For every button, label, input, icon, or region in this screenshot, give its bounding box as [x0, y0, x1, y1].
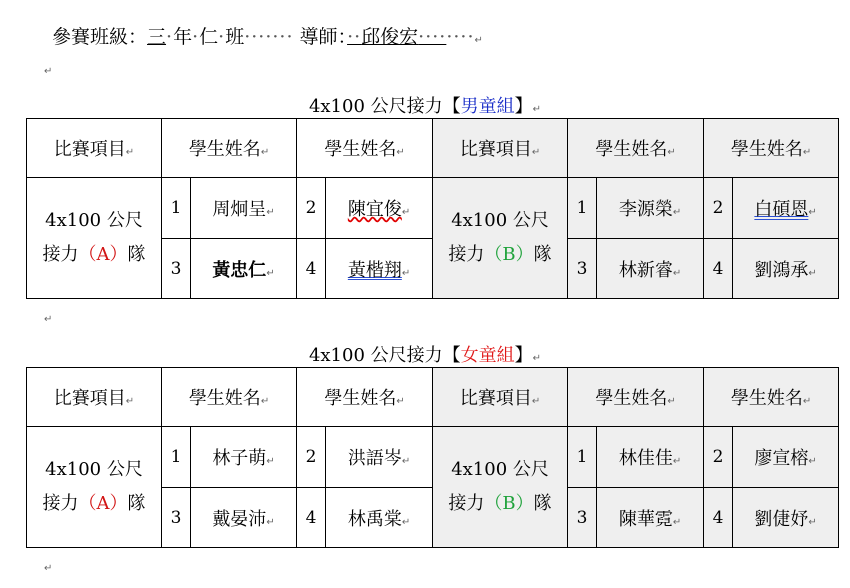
runner-name: 林子萌↵	[191, 427, 297, 488]
student-name-header: 學生姓名↵	[162, 119, 297, 178]
space-dot: ·	[218, 26, 226, 48]
class-name: 仁	[199, 26, 219, 48]
student-name-header: 學生姓名↵	[297, 368, 433, 427]
runner-number: 3	[568, 488, 597, 548]
runner-number: 1	[162, 427, 191, 488]
class-grade: 三	[147, 26, 167, 48]
event-team-b-cell: 4x100 公尺 接力（B）隊	[433, 427, 568, 548]
paragraph-mark-icon: ↵	[44, 66, 53, 77]
runner-name: 白碩恩↵	[733, 178, 839, 239]
paragraph-mark-icon: ↵	[474, 35, 483, 46]
runner-name: 陳華霓↵	[597, 488, 704, 548]
runner-number: 2	[704, 427, 733, 488]
boys-relay-table	[26, 118, 839, 299]
girls-group-label: 女童組	[460, 345, 515, 366]
runner-number: 4	[297, 488, 326, 548]
student-name-header: 學生姓名↵	[704, 368, 839, 427]
title-suffix: 】	[514, 345, 533, 366]
student-name-header: 學生姓名↵	[568, 119, 704, 178]
event-header: 比賽項目↵	[27, 368, 162, 427]
runner-name: 李源榮↵	[597, 178, 704, 239]
runner-name: 劉倢妤↵	[733, 488, 839, 548]
runner-name: 陳宜俊↵	[326, 178, 433, 239]
class-suffix: 班	[225, 26, 245, 48]
runner-number: 2	[704, 178, 733, 239]
event-team-a-cell: 4x100 公尺 接力（A）隊	[27, 178, 162, 299]
runner-number: 4	[704, 488, 733, 548]
team-b-label: （B）	[484, 244, 534, 265]
student-name-header: 學生姓名↵	[162, 368, 297, 427]
event-team-a-cell: 4x100 公尺 接力（A）隊	[27, 427, 162, 548]
runner-number: 1	[162, 178, 191, 239]
table-header-row	[27, 368, 839, 427]
space-dots: ·······	[244, 26, 294, 48]
runner-number: 1	[568, 178, 597, 239]
space-dot: ·	[192, 26, 200, 48]
runner-number: 4	[297, 239, 326, 299]
student-name-header: 學生姓名↵	[297, 119, 433, 178]
runner-number: 1	[568, 427, 597, 488]
girls-section-title	[0, 341, 850, 367]
class-grade-suffix: 年	[173, 26, 193, 48]
space-dot: ·	[166, 26, 174, 48]
teacher-name: 邱俊宏	[361, 26, 419, 48]
team-a-label: （A）	[78, 493, 128, 514]
teacher-label: 導師：	[299, 26, 348, 48]
event-header: 比賽項目↵	[433, 368, 568, 427]
paragraph-mark-icon: ↵	[532, 353, 542, 364]
student-name-header: 學生姓名↵	[704, 119, 839, 178]
title-prefix: 4x100 公尺接力【	[308, 96, 461, 117]
runner-name: 黃忠仁↵	[191, 239, 297, 299]
runner-name: 周炯呈↵	[191, 178, 297, 239]
runner-number: 2	[297, 178, 326, 239]
runner-number: 3	[162, 239, 191, 299]
space-dots: ····	[418, 26, 447, 48]
table-row	[27, 427, 839, 488]
event-header: 比賽項目↵	[27, 119, 162, 178]
runner-number: 3	[162, 488, 191, 548]
runner-number: 4	[704, 239, 733, 299]
runner-name: 戴晏沛↵	[191, 488, 297, 548]
runner-name: 林禹棠↵	[326, 488, 433, 548]
title-prefix: 4x100 公尺接力【	[308, 345, 461, 366]
title-suffix: 】	[514, 96, 533, 117]
teacher-name-underlined	[347, 26, 446, 48]
team-a-label: （A）	[78, 244, 128, 265]
runner-name: 黃楷翔↵	[326, 239, 433, 299]
girls-relay-table	[26, 367, 839, 548]
event-team-b-cell: 4x100 公尺 接力（B）隊	[433, 178, 568, 299]
runner-number: 2	[297, 427, 326, 488]
runner-number: 3	[568, 239, 597, 299]
class-label: 參賽班級：	[52, 26, 148, 48]
team-b-label: （B）	[484, 493, 534, 514]
space-dots: ····	[446, 26, 475, 48]
runner-name: 劉鴻承↵	[733, 239, 839, 299]
student-name-header: 學生姓名↵	[568, 368, 704, 427]
runner-name: 廖宣榕↵	[733, 427, 839, 488]
space-dots: ··	[347, 26, 362, 48]
paragraph-mark-icon: ↵	[44, 314, 53, 325]
class-info-line	[52, 22, 483, 49]
event-header: 比賽項目↵	[433, 119, 568, 178]
boys-section-title	[0, 92, 850, 118]
paragraph-mark-icon: ↵	[532, 104, 542, 115]
runner-name: 林新睿↵	[597, 239, 704, 299]
table-header-row	[27, 119, 839, 178]
paragraph-mark-icon: ↵	[44, 563, 53, 574]
table-row	[27, 178, 839, 239]
runner-name: 林佳佳↵	[597, 427, 704, 488]
runner-name: 洪語岑↵	[326, 427, 433, 488]
boys-group-label: 男童組	[460, 96, 515, 117]
